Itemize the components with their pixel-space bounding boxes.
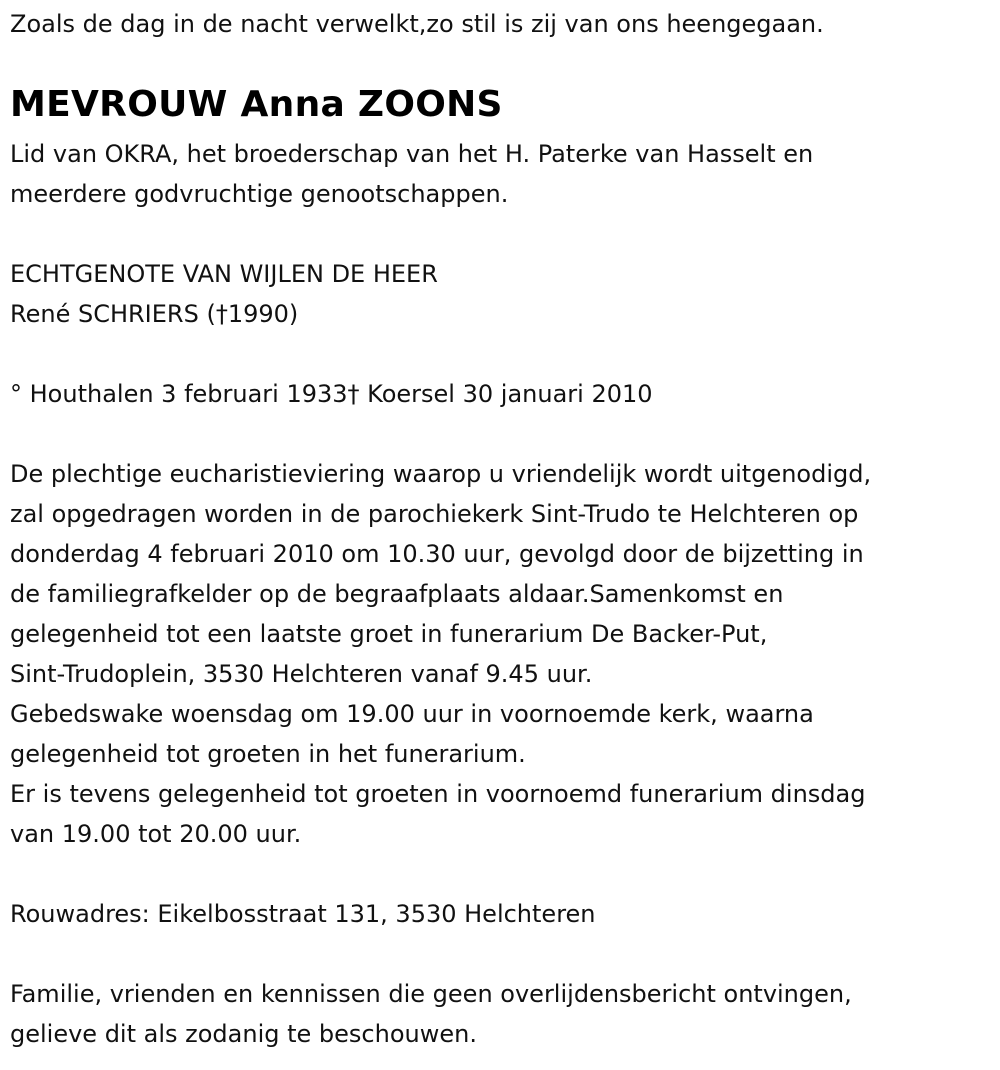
spouse-heading: ECHTGENOTE VAN WIJLEN DE HEER: [10, 260, 438, 288]
closing-line: gelieve dit als zodanig te beschouwen.: [10, 1020, 477, 1048]
birth-death-dates: [10, 374, 653, 414]
address-line: Rouwadres: Eikelbosstraat 131, 3530 Helchteren: [10, 900, 596, 928]
ceremony-line: de familiegrafkelder op de begraafplaats aldaar.Samenkomst en: [10, 580, 784, 608]
ceremony-line: Er is tevens gelegenheid tot groeten in voornoemd funerarium dinsdag: [10, 780, 866, 808]
ceremony-line: gelegenheid tot groeten in het funerarium.: [10, 740, 526, 768]
ceremony-line: zal opgedragen worden in de parochiekerk Sint-Trudo te Helchteren op: [10, 500, 859, 528]
dates-line: ° Houthalen 3 februari 1933† Koersel 30 januari 2010: [10, 380, 653, 408]
mourning-address: [10, 894, 596, 934]
ceremony-line: De plechtige eucharistieviering waarop u vriendelijk wordt uitgenodigd,: [10, 460, 872, 488]
deceased-name: MEVROUW Anna ZOONS: [10, 84, 503, 125]
intro-verse: Zoals de dag in de nacht verwelkt,zo stil is zij van ons heengegaan.: [10, 10, 824, 38]
membership-line: Lid van OKRA, het broederschap van het H. Paterke van Hasselt en: [10, 140, 814, 168]
ceremony-line: Gebedswake woensdag om 19.00 uur in voornoemde kerk, waarna: [10, 700, 814, 728]
ceremony-line: donderdag 4 februari 2010 om 10.30 uur, gevolgd door de bijzetting in: [10, 540, 864, 568]
closing-paragraph: [10, 974, 852, 1054]
closing-line: Familie, vrienden en kennissen die geen overlijdensbericht ontvingen,: [10, 980, 852, 1008]
spouse-name: René SCHRIERS (†1990): [10, 300, 299, 328]
ceremony-line: Sint-Trudoplein, 3530 Helchteren vanaf 9.45 uur.: [10, 660, 593, 688]
ceremony-line: van 19.00 tot 20.00 uur.: [10, 820, 302, 848]
spouse-paragraph: [10, 254, 438, 334]
ceremony-line: gelegenheid tot een laatste groet in funerarium De Backer-Put,: [10, 620, 768, 648]
membership-paragraph: [10, 134, 813, 214]
membership-line: meerdere godvruchtige genootschappen.: [10, 180, 509, 208]
ceremony-paragraph: [10, 454, 871, 854]
